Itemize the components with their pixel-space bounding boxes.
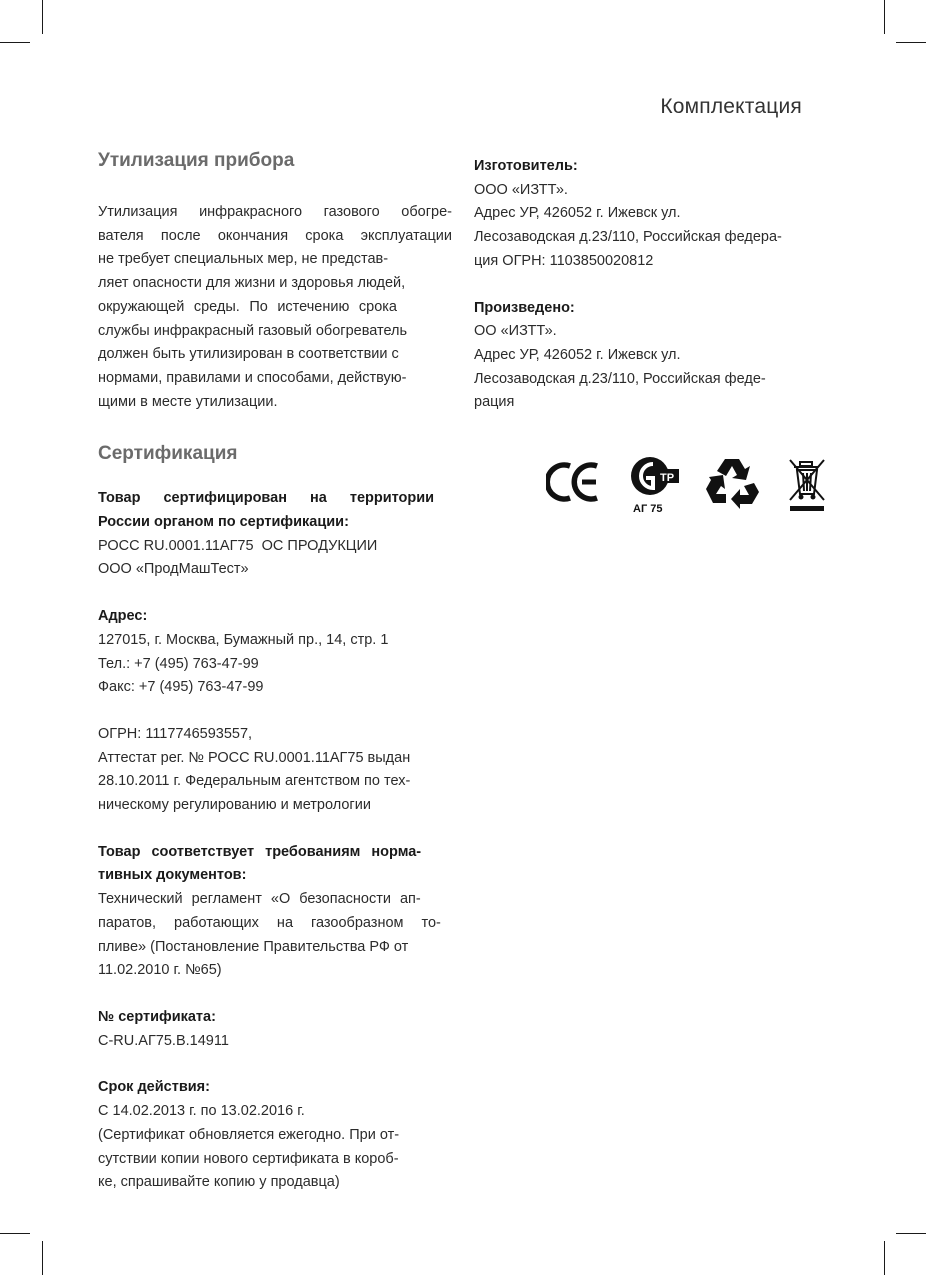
disposal-line: нормами, правилами и способами, действую- [98, 369, 407, 386]
crop-mark-top-right-v [884, 0, 885, 34]
ogrn-line: 28.10.2011 г. Федеральным агентством по тех- [98, 773, 411, 790]
certification-marks [546, 456, 831, 516]
compliance-line: Технический регламент «О безопасности ап- [98, 891, 421, 908]
disposal-line: службы инфракрасный газовый обогреватель [98, 322, 408, 339]
disposal-line: щими в месте утилизации. [98, 393, 278, 410]
fax-line: Факс: +7 (495) 763-47-99 [98, 679, 264, 696]
cert-body-label: России органом по сертификации: [98, 514, 349, 531]
compliance-label: тивных документов: [98, 867, 247, 884]
crop-mark-bottom-right-h [896, 1233, 926, 1234]
validity-line: (Сертификат обновляется ежегодно. При от- [98, 1126, 400, 1143]
manufacturer-line: Адрес УР, 426052 г. Ижевск ул. [474, 205, 681, 222]
ce-mark-icon [546, 460, 604, 504]
crop-mark-top-right-h [896, 42, 926, 43]
manufacturer-line: ООО «ИЗТТ». [474, 181, 568, 198]
disposal-title: Утилизация прибора [98, 150, 295, 171]
address-line: 127015, г. Москва, Бумажный пр., 14, стр. 1 [98, 631, 389, 648]
disposal-line: ляет опасности для жизни и здоровья людей, [98, 275, 406, 292]
disposal-line: окружающей среды. По истечению срока [98, 298, 397, 315]
cert-body-label: Товар сертифицирован на территории [98, 490, 435, 507]
compliance-label: Товар соответствует требованиям норма- [98, 843, 422, 860]
compliance-line: 11.02.2010 г. №65) [98, 962, 222, 979]
recycle-icon [704, 456, 760, 510]
tr-text: ТР [660, 472, 675, 484]
validity-line: сутствии копии нового сертификата в короб- [98, 1150, 399, 1167]
certificate-label: № сертификата: [98, 1008, 216, 1025]
weee-bin-icon [788, 458, 828, 514]
certification-title: Сертификация [98, 443, 238, 465]
disposal-paragraph [98, 201, 452, 414]
crop-mark-bottom-left-v [42, 1241, 43, 1275]
ogrn-line: ническому регулированию и метрологии [98, 797, 371, 814]
compliance-line: пливе» (Постановление Правительства РФ от [98, 938, 409, 955]
crop-mark-top-left-h [0, 42, 30, 43]
cert-body-line: ООО «ПродМашТест» [98, 561, 249, 578]
compliance-line: паратов, работающих на газообразном то- [98, 914, 441, 931]
manufacturer-line: ция ОГРН: 1103850020812 [474, 252, 654, 269]
produced-label: Произведено: [474, 299, 575, 316]
validity-label: Срок действия: [98, 1079, 210, 1096]
produced-line: рация [474, 394, 515, 411]
crop-mark-bottom-left-h [0, 1233, 30, 1234]
produced-line: Лесозаводская д.23/110, Российская феде- [474, 370, 766, 387]
validity-line: ке, спрашивайте копию у продавца) [98, 1174, 340, 1191]
produced-line: ОО «ИЗТТ». [474, 323, 557, 340]
ogrn-line: ОГРН: 1117746593557, [98, 725, 253, 742]
right-column [474, 155, 834, 415]
phone-line: Тел.: +7 (495) 763-47-99 [98, 655, 259, 672]
left-column [98, 150, 452, 1195]
disposal-line: Утилизация инфракрасного газового обогре- [98, 204, 452, 220]
manufacturer-label: Изготовитель: [474, 158, 578, 174]
cert-body-line: РОСС RU.0001.11АГ75 ОС ПРОДУКЦИИ [98, 537, 378, 554]
ag75-code: АГ 75 [633, 503, 663, 515]
disposal-line: вателя после окончания срока эксплуатации [98, 227, 452, 244]
crop-mark-bottom-right-v [884, 1241, 885, 1275]
disposal-line: не требует специальных мер, не представ- [98, 251, 389, 268]
ogrn-line: Аттестат рег. № РОСС RU.0001.11АГ75 выдан [98, 749, 411, 766]
page-header-title: Комплектация [660, 95, 802, 118]
crop-mark-top-left-v [42, 0, 43, 34]
validity-line: С 14.02.2013 г. по 13.02.2016 г. [98, 1103, 305, 1120]
certificate-number: С-RU.АГ75.В.14911 [98, 1032, 229, 1049]
address-label: Адрес: [98, 608, 148, 625]
manufacturer-line: Лесозаводская д.23/110, Российская федера- [474, 229, 782, 246]
disposal-line: должен быть утилизирован в соответствии с [98, 346, 399, 363]
produced-line: Адрес УР, 426052 г. Ижевск ул. [474, 346, 681, 363]
gost-tr-mark-icon [630, 456, 680, 516]
